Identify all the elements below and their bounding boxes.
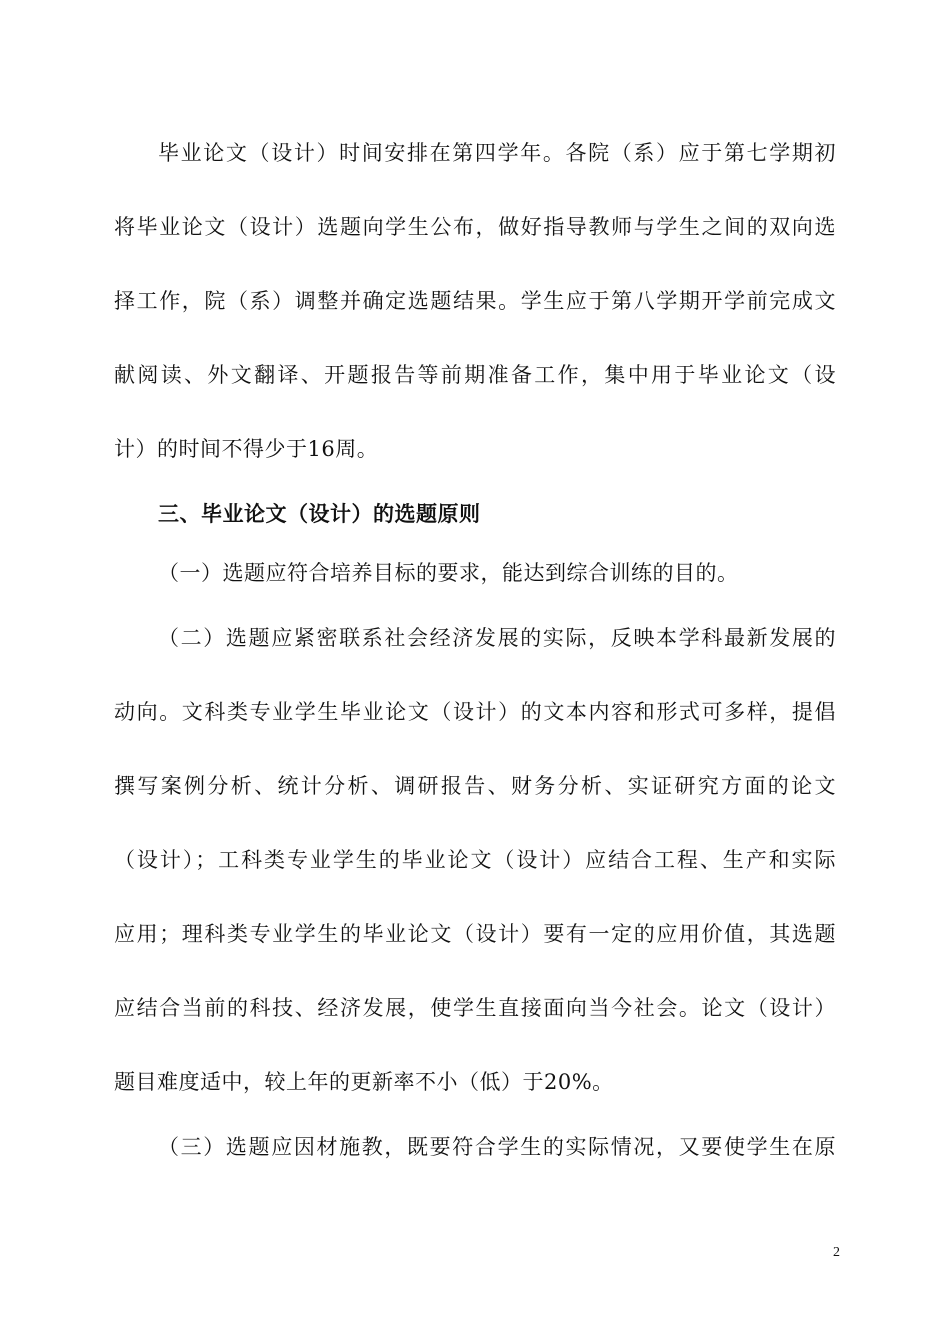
page-number: 2 <box>833 1245 840 1260</box>
principle-item-1: （一）选题应符合培养目标的要求，能达到综合训练的目的。 <box>158 561 739 585</box>
principle-item-2-line-4: （设计）；工科类专业学生的毕业论文（设计）应结合工程、生产和实际 <box>114 848 836 872</box>
paragraph-1-line-1: 毕业论文（设计）时间安排在第四学年。各院（系）应于第七学期初 <box>158 141 836 165</box>
principle-item-2-line-3: 撰写案例分析、统计分析、调研报告、财务分析、实证研究方面的论文 <box>114 774 836 798</box>
principle-item-2-line-7: 题目难度适中，较上年的更新率不小（低）于20%。 <box>114 1070 614 1094</box>
principle-item-2-line-2: 动向。文科类专业学生毕业论文（设计）的文本内容和形式可多样，提倡 <box>114 700 836 724</box>
principle-item-2-line-5: 应用；理科类专业学生的毕业论文（设计）要有一定的应用价值，其选题 <box>114 922 836 946</box>
paragraph-1-line-5: 计）的时间不得少于16周。 <box>114 437 379 461</box>
principle-item-2-line-1: （二）选题应紧密联系社会经济发展的实际，反映本学科最新发展的 <box>158 626 836 650</box>
paragraph-1-line-2: 将毕业论文（设计）选题向学生公布，做好指导教师与学生之间的双向选 <box>114 215 836 239</box>
paragraph-1-line-3: 择工作，院（系）调整并确定选题结果。学生应于第八学期开学前完成文 <box>114 289 836 313</box>
principle-item-3-line-1: （三）选题应因材施教，既要符合学生的实际情况，又要使学生在原 <box>158 1135 836 1159</box>
paragraph-1-line-4: 献阅读、外文翻译、开题报告等前期准备工作，集中用于毕业论文（设 <box>114 363 836 387</box>
principle-item-2-line-6: 应结合当前的科技、经济发展，使学生直接面向当今社会。论文（设计） <box>114 996 836 1020</box>
section-heading: 三、毕业论文（设计）的选题原则 <box>158 501 481 526</box>
